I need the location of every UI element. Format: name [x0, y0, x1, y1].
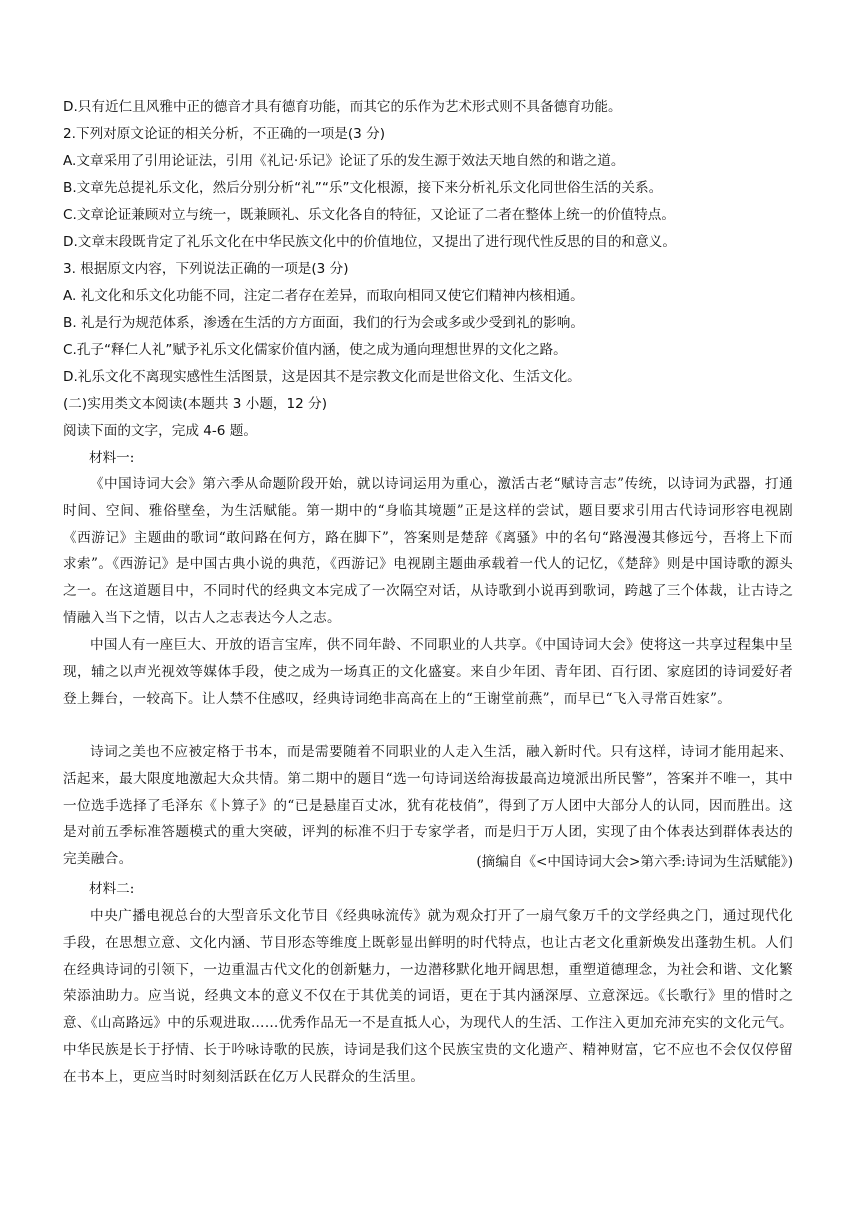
- q3-option-b: B. 礼是行为规范体系，渗透在生活的方方面面，我们的行为会或多或少受到礼的影响。: [63, 315, 584, 331]
- q3-stem: 3. 根据原文内容，下列说法正确的一项是(3 分): [63, 261, 349, 277]
- section-heading: (二)实用类文本阅读(本题共 3 小题，12 分): [63, 396, 328, 412]
- material-2-paragraph: 中央广播电视总台的大型音乐文化节目《经典咏流传》就为观众打开了一扇气象万千的文学经典之门，通过现代化手段，在思想立意、文化内涵、节目形态等维度上既彰显出鲜明的时代特点，也让古老文化重新焕发出蓬勃生机。人们在经典诗词的引领下，一边重温古代文化的创新魅力，一边潜移默化地开阔思想，重塑道德理念，为社会和谐、文化繁荣添油助力。应当说，经典文本的意义不仅在于其优美的词语，更在于其内涵深厚、立意深远。《长歌行》里的惜时之意、《山高路远》中的乐观进取……优秀作品无一不是直抵人心，为现代人的生活、工作注入更加充沛充实的文化元气。中华民族是长于抒情、长于吟咏诗歌的民族，诗词是我们这个民族宝贵的文化遗产、精神财富，它不应也不会仅仅停留在书本上，更应当时时刻刻活跃在亿万人民群众的生活里。: [63, 908, 793, 1085]
- q2-option-d: D.文章末段既肯定了礼乐文化在中华民族文化中的价值地位，又提出了进行现代性反思的目的和意义。: [63, 234, 676, 250]
- material-1-paragraph: 中国人有一座巨大、开放的语言宝库，供不同年龄、不同职业的人共享。《中国诗词大会》使将这一共享过程集中呈现，辅之以声光视效等媒体手段，使之成为一场真正的文化盛宴。来自少年团、青年团、百行团、家庭团的诗词爱好者登上舞台，一较高下。让人禁不住感叹，经典诗词绝非高高在上的“王谢堂前燕”，而早已“飞入寻常百姓家”。: [63, 637, 793, 707]
- q2-option-a: A.文章采用了引用论证法，引用《礼记·乐记》论证了乐的发生源于效法天地自然的和谐之道。: [63, 153, 625, 169]
- q3-option-d: D.礼乐文化不离现实感性生活图景，这是因其不是宗教文化而是世俗文化、生活文化。: [63, 369, 581, 385]
- q3-option-c: C.孔子“释仁人礼”赋予礼乐文化儒家价值内涵，使之成为通向理想世界的文化之路。: [63, 342, 567, 358]
- q1-option-d: D.只有近仁且风雅中正的德音才具有德育功能，而其它的乐作为艺术形式则不具备德育功能。: [63, 99, 622, 115]
- material-1-paragraph: 《中国诗词大会》第六季从命题阶段开始，就以诗词运用为重心，激活古老“赋诗言志”传统，以诗词为武器，打通时间、空间、雅俗壁垒，为生活赋能。第一期中的“身临其境题”正是这样的尝试，题目要求引用古代诗词形容电视剧《西游记》主题曲的歌词“敢问路在何方，路在脚下”，答案则是楚辞《离骚》中的名句“路漫漫其修远兮，吾将上下而求索”。《西游记》是中国古典小说的典范，《西游记》电视剧主题曲承载着一代人的记忆，《楚辞》则是中国诗歌的源头之一。在这道题目中，不同时代的经典文本完成了一次隔空对话，从诗歌到小说再到歌词，跨越了三个体裁，让古诗之情融入当下之情，以古人之志表达今人之志。: [63, 476, 793, 626]
- material-2-label: 材料二:: [89, 881, 135, 897]
- q2-stem: 2.下列对原文论证的相关分析，不正确的一项是(3 分): [63, 126, 386, 142]
- q3-option-a: A. 礼文化和乐文化功能不同，注定二者存在差异，而取向相同又使它们精神内核相通。: [63, 288, 584, 304]
- material-1-paragraph: 诗词之美也不应被定格于书本，而是需要随着不同职业的人走入生活，融入新时代。只有这样，诗词才能用起来、活起来，最大限度地激起大众共情。第二期中的题目“选一句诗词送给海拔最高边境派出所民警”，答案并不唯一，其中一位选手选择了毛泽东《卜算子》的“已是悬崖百丈冰，犹有花枝俏”，得到了万人团中大部分人的认同，因而胜出。这是对前五季标准答题模式的重大突破，评判的标准不归于专家学者，而是归于万人团，实现了由个体表达到群体表达的完美融合。: [63, 744, 793, 868]
- q2-option-c: C.文章论证兼顾对立与统一，既兼顾礼、乐文化各自的特征，又论证了二者在整体上统一的价值特点。: [63, 207, 675, 223]
- q2-option-b: B.文章先总提礼乐文化，然后分别分析“礼”“乐”文化根源，接下来分析礼乐文化同世俗生活的关系。: [63, 180, 663, 196]
- material-1-source: (摘编自《<中国诗词大会>第六季:诗词为生活赋能》): [476, 854, 793, 870]
- section-instruction: 阅读下面的文字，完成 4-6 题。: [63, 423, 257, 439]
- material-1-label: 材料一:: [89, 450, 135, 466]
